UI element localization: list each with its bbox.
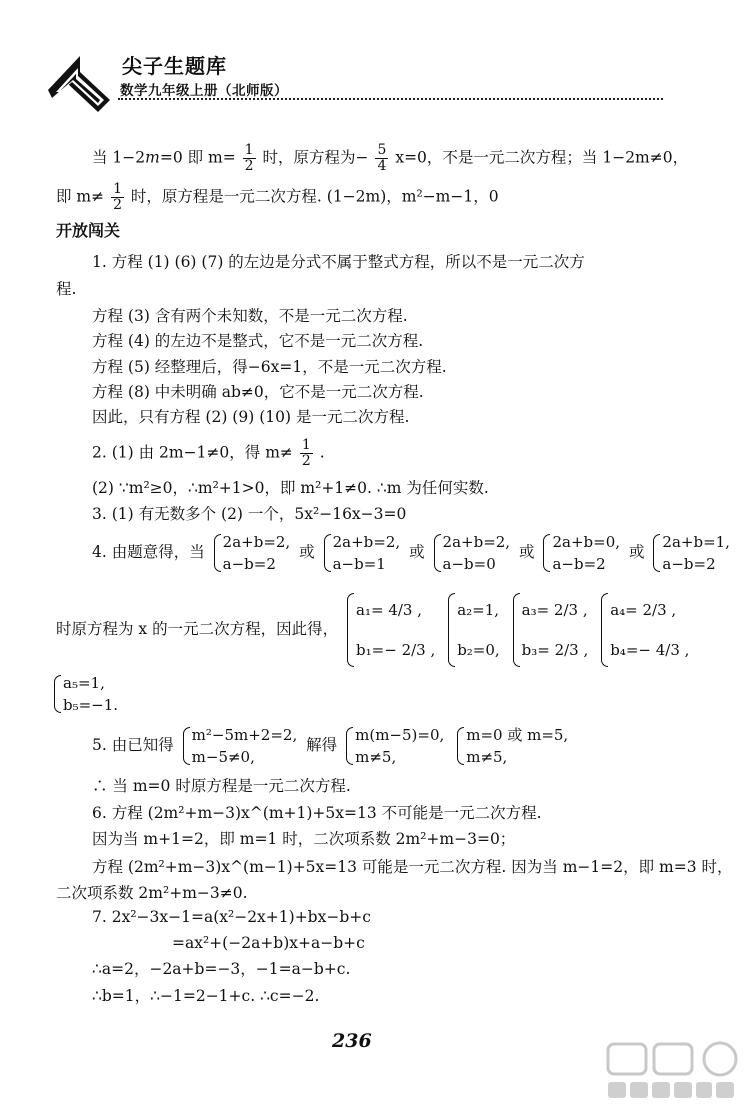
text-line: 4. 由题意得，当 2a+b=2, a−b=2 或 2a+b=2, a−b=1 或 2a+b=2, a−b=0 或 2a+b=0, a−b=2 或 2a+b=1, a−b=2 bbox=[92, 533, 730, 573]
equation-system: m(m−5)=0, m≠5, bbox=[346, 724, 444, 768]
text-line: 1. 方程 (1) (6) (7) 的左边是分式不属于整式方程，所以不是一元二次方 bbox=[92, 253, 585, 271]
text-line: ∴ 当 m=0 时原方程是一元二次方程. bbox=[92, 777, 351, 795]
text-line: 当 1−2m=0 即 m= $\frac{1}{2}$ 时，原方程为− $\frac{5}{4}$ x=0，不是一元二次方程；当 1−2m≠0， bbox=[92, 142, 689, 174]
text-line: ∴a=2，−2a+b=−3，−1=a−b+c. bbox=[92, 960, 351, 978]
solution-system: a₃= 2/3 , b₃= 2/3 , bbox=[513, 590, 589, 670]
fraction: $\frac{1}{2}$ bbox=[244, 142, 254, 174]
solution-system: a₂=1, b₂=0, bbox=[448, 590, 500, 670]
section-heading: 开放闯关 bbox=[56, 221, 121, 240]
text-line: 2. (1) 由 2m−1≠0，得 m≠ $\frac{1}{2}$ . bbox=[92, 437, 325, 469]
text-line: 方程 (8) 中未明确 ab≠0，它不是一元二次方程. bbox=[92, 383, 424, 401]
text-line: 程. bbox=[56, 280, 77, 298]
text-line: 7. 2x²−3x−1=a(x²−2x+1)+bx−b+c bbox=[92, 908, 371, 926]
text-line: 6. 方程 (2m²+m−3)x^(m+1)+5x=13 不可能是一元二次方程. bbox=[92, 804, 542, 822]
book-subtitle: 数学九年级上册（北师版） bbox=[120, 83, 288, 99]
arrow-logo-icon bbox=[40, 42, 115, 127]
text-line: 方程 (4) 的左边不是整式，它不是一元二次方程. bbox=[92, 332, 424, 350]
equation-system: 2a+b=0, a−b=2 bbox=[543, 531, 620, 575]
equation-system: 2a+b=2, a−b=0 bbox=[434, 531, 511, 575]
fraction: $\frac{1}{2}$ bbox=[113, 181, 122, 213]
equation-system: m²−5m+2=2, m−5≠0, bbox=[183, 724, 298, 768]
text-line: 方程 (2m²+m−3)x^(m−1)+5x=13 可能是一元二次方程. 因为当 m−1=2，即 m=3 时， bbox=[92, 858, 733, 876]
fraction: $\frac{1}{2}$ bbox=[301, 437, 311, 469]
text-line: (2) ∵m²≥0，∴m²+1>0，即 m²+1≠0. ∴m 为任何实数. bbox=[92, 479, 489, 497]
page-number: 236 bbox=[332, 1030, 372, 1052]
equation-system: 2a+b=2, a−b=2 bbox=[214, 531, 291, 575]
book-title: 尖子生题库 bbox=[122, 54, 227, 78]
text-line: 时原方程为 x 的一元二次方程，因此得， a₁= 4/3 , b₁=− 2/3 , a₂=1, b₂=0, a₃= 2/3 , b₃= 2/3 , a₄= 2/3 , b₄=− 4/3 , bbox=[56, 590, 693, 670]
text-line: 因此，只有方程 (2) (9) (10) 是一元二次方程. bbox=[92, 408, 410, 426]
solution-system: a₁= 4/3 , b₁=− 2/3 , bbox=[347, 590, 435, 670]
text-line: 方程 (3) 含有两个未知数，不是一元二次方程. bbox=[92, 307, 408, 325]
text-line: 因为当 m+1=2，即 m=1 时，二次项系数 2m²+m−3=0； bbox=[92, 830, 516, 848]
text-line bbox=[50, 672, 122, 716]
text-line: 即 m≠ $\frac{1}{2}$ 时，原方程是一元二次方程. (1−2m)，m²−m−1，0 bbox=[56, 181, 499, 213]
text-line: =ax²+(−2a+b)x+a−b+c bbox=[172, 934, 365, 952]
solution-system: a₅=1, b₅=−1. bbox=[54, 672, 118, 716]
header-divider bbox=[118, 98, 663, 100]
equation-system: 2a+b=1, a−b=2 bbox=[653, 531, 730, 575]
text-line: 二次项系数 2m²+m−3≠0. bbox=[56, 884, 248, 902]
text-line: ∴b=1，∴−1=2−1+c. ∴c=−2. bbox=[92, 987, 320, 1005]
solution-system: a₄= 2/3 , b₄=− 4/3 , bbox=[601, 590, 689, 670]
fraction: $\frac{5}{4}$ bbox=[377, 142, 387, 174]
text-line: 5. 由已知得 m²−5m+2=2, m−5≠0, 解得 m(m−5)=0, m≠5, m=0 或 m=5, m≠5, bbox=[92, 726, 569, 766]
text-line: 3. (1) 有无数多个 (2) 一个，5x²−16x−3=0 bbox=[92, 505, 407, 523]
text-line: 方程 (5) 经整理后，得−6x=1，不是一元二次方程. bbox=[92, 358, 447, 376]
equation-system: 2a+b=2, a−b=1 bbox=[324, 531, 401, 575]
equation-system: m=0 或 m=5, m≠5, bbox=[457, 724, 568, 768]
watermark-logo-icon bbox=[598, 1036, 748, 1104]
